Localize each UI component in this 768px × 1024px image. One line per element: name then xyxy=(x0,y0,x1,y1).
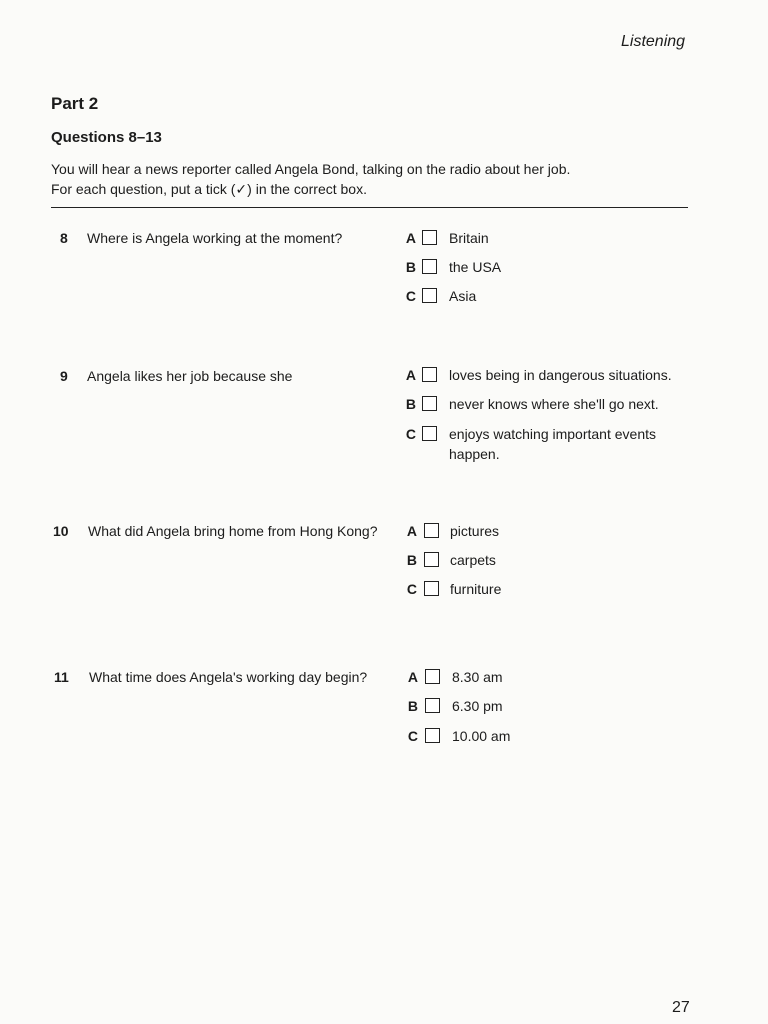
answer-checkbox[interactable] xyxy=(425,698,440,713)
option-letter: A xyxy=(405,367,416,383)
option-letter: A xyxy=(407,669,418,685)
option-text: enjoys watching important events happen. xyxy=(449,426,656,462)
section-label: Listening xyxy=(621,33,686,50)
option-text: the USA xyxy=(449,259,502,275)
option-letter: B xyxy=(407,698,418,714)
answer-checkbox[interactable] xyxy=(422,288,437,303)
option-text: never knows where she'll go next. xyxy=(449,396,659,412)
option-text: carpets xyxy=(450,552,496,568)
question-text: Where is Angela working at the moment? xyxy=(87,230,343,246)
page-number: 27 xyxy=(672,999,690,1016)
answer-checkbox[interactable] xyxy=(424,523,439,538)
question-text: What time does Angela's working day begin? xyxy=(89,669,368,685)
answer-checkbox[interactable] xyxy=(425,669,440,684)
option-letter: C xyxy=(407,728,418,744)
option-text: 8.30 am xyxy=(452,669,503,685)
option-letter: B xyxy=(405,259,416,275)
option-letter: A xyxy=(406,523,417,539)
answer-checkbox[interactable] xyxy=(424,581,439,596)
option-letter: B xyxy=(406,552,417,568)
option-text: loves being in dangerous situations. xyxy=(449,367,672,383)
divider xyxy=(51,207,688,208)
option-letter: B xyxy=(405,396,416,412)
option-letter: C xyxy=(406,581,417,597)
option-text: 10.00 am xyxy=(452,728,511,744)
question-text: What did Angela bring home from Hong Kong? xyxy=(88,523,378,539)
question-number: 8 xyxy=(60,230,68,246)
answer-checkbox[interactable] xyxy=(425,728,440,743)
option-text: furniture xyxy=(450,581,502,597)
option-text: Asia xyxy=(449,288,477,304)
option-letter: C xyxy=(405,288,416,304)
answer-checkbox[interactable] xyxy=(422,230,437,245)
question-number: 10 xyxy=(53,523,69,539)
questions-range: Questions 8–13 xyxy=(51,129,162,146)
option-text: Britain xyxy=(449,230,489,246)
answer-checkbox[interactable] xyxy=(422,396,437,411)
question-text: Angela likes her job because she xyxy=(87,368,293,384)
answer-checkbox[interactable] xyxy=(424,552,439,567)
option-letter: C xyxy=(405,426,416,442)
option-letter: A xyxy=(405,230,416,246)
option-text: pictures xyxy=(450,523,500,539)
instruction-line-2: For each question, put a tick (✓) in the correct box. xyxy=(51,181,367,197)
option-text: 6.30 pm xyxy=(452,698,503,714)
part-title: Part 2 xyxy=(51,94,99,113)
question-number: 9 xyxy=(60,368,68,384)
answer-checkbox[interactable] xyxy=(422,367,437,382)
instruction-line-1: You will hear a news reporter called Angela Bond, talking on the radio about her job. xyxy=(51,161,571,177)
answer-checkbox[interactable] xyxy=(422,426,437,441)
question-number: 11 xyxy=(54,669,69,685)
answer-checkbox[interactable] xyxy=(422,259,437,274)
